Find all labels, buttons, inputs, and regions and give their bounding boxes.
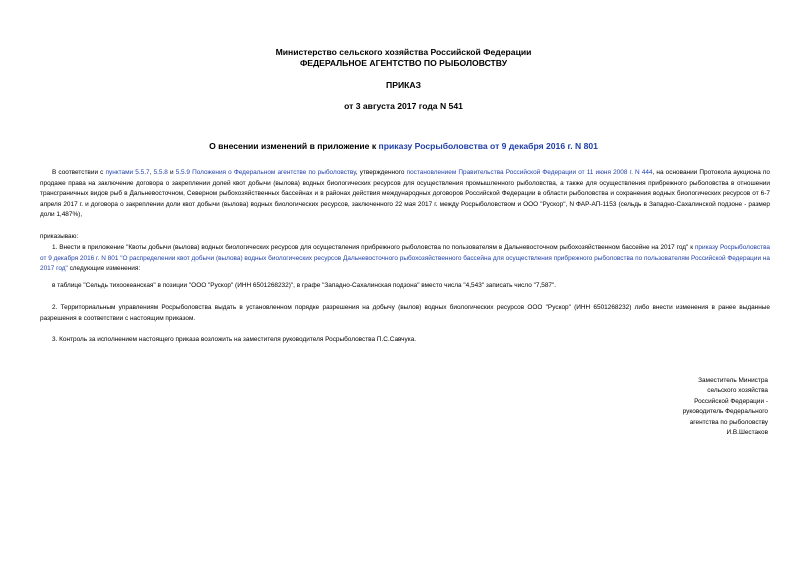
item-2-paragraph: [40, 303, 770, 324]
item-1-paragraph: [40, 243, 770, 275]
preamble-text-1: В соответствии с: [52, 169, 106, 176]
document-title: [0, 141, 807, 152]
item-3-text: 3. Контроль за исполнением настоящего приказа возложить на заместителя руководителя Росрыболовства П.С.Савчука.: [52, 336, 417, 343]
order-word: приказываю:: [40, 233, 79, 240]
item-1-text-1: 1. Внести в приложение "Квоты добычи (вылова) водных биологических ресурсов для осуществления прибрежного рыболовства по пользователям в Дальневосточном рыбохозяйственном бассейне на 2017 год" к: [52, 244, 695, 251]
link-regulation[interactable]: 5.5.9 Положения о Федеральном агентстве по рыболовству: [175, 169, 356, 176]
link-order-801[interactable]: приказу Росрыболовства от 9 декабря 2016 г. N 801 "О распределении квот добычи (вылова) водных биологических ресурсов Дальневосточного рыбохозяйственного бассейна для осуществления прибрежного рыболовства по пользователям Российской Федерации на 2017 год": [40, 244, 770, 273]
preamble-text-4: , утвержденного: [355, 169, 407, 176]
signatory-name: И.В.Шестаков: [726, 429, 768, 437]
item-1-detail-text: в таблице "Сельдь тихоокеанская" в позиции "ООО "Рускор" (ИНН 6501268232)", в графе "Западно-Сахалинская подзона" вместо числа "4,543" записать число "7,587".: [52, 282, 557, 289]
preamble-paragraph: [40, 168, 770, 221]
link-item-5-5-8[interactable]: 5.5.8: [153, 169, 168, 176]
preamble-text-5: , на основании Протокола аукциона по продаже права на заключение договора о закреплении долей квот добычи (вылова) водных биологических ресурсов для осуществления промышленного рыболовства, а также для осуществления прибрежного рыболовства в отношении трансграничных видов рыб в Дальневосточном, Северном рыбохозяйственных бассейнах и в районах действия международных договоров Российской Федерации в области рыболовства и сохранения водных биологических ресурсов от 6-7 апреля 2017 г. и договора о закреплении доли квот добычи (вылова) водных биологических ресурсов, заключенного 22 мая 2017 г. между Росрыболовством и ООО "Рускор", N ФАР-АП-1153 (сельдь в Западно-Сахалинской подзоне - размер доли 1,487%),: [40, 169, 771, 219]
agency-name: ФЕДЕРАЛЬНОЕ АГЕНТСТВО ПО РЫБОЛОВСТВУ: [299, 58, 508, 68]
signature-line: руководитель Федерального: [682, 408, 768, 416]
item-2-text: 2. Территориальным управлениям Росрыболовства выдать в установленном порядке разрешения на добычу (вылов) водных биологических ресурсов ООО "Рускор" (ИНН 6501268232) либо внести изменения в ранее выданные разрешения в соответствии с настоящим приказом.: [40, 304, 770, 322]
ministry-name: Министерство сельского хозяйства Российской Федерации: [275, 47, 532, 57]
link-government-decree[interactable]: постановлением Правительства Российской Федерации от 11 июня 2008 г. N 444: [406, 169, 653, 176]
item-3-paragraph: [40, 335, 770, 346]
preamble-text-2: ,: [149, 169, 154, 176]
document-date-number: от 3 августа 2017 года N 541: [344, 101, 463, 111]
signature-line: Заместитель Министра: [698, 377, 768, 384]
title-text: О внесении изменений в приложение к: [209, 141, 379, 151]
link-item-5-5-7[interactable]: пунктами 5.5.7: [105, 169, 150, 176]
document-type: ПРИКАЗ: [386, 80, 421, 90]
preamble-text-3: и: [167, 169, 176, 176]
signature-line: Российской Федерации -: [694, 397, 768, 405]
signature-block: [628, 376, 768, 438]
title-link[interactable]: приказу Росрыболовства от 9 декабря 2016 г. N 801: [378, 141, 598, 151]
item-1-detail: [40, 281, 770, 292]
signature-line: агентства по рыболовству: [689, 418, 768, 426]
signature-line: сельского хозяйства: [707, 387, 768, 395]
item-1-text-2: следующие изменения:: [67, 265, 141, 273]
